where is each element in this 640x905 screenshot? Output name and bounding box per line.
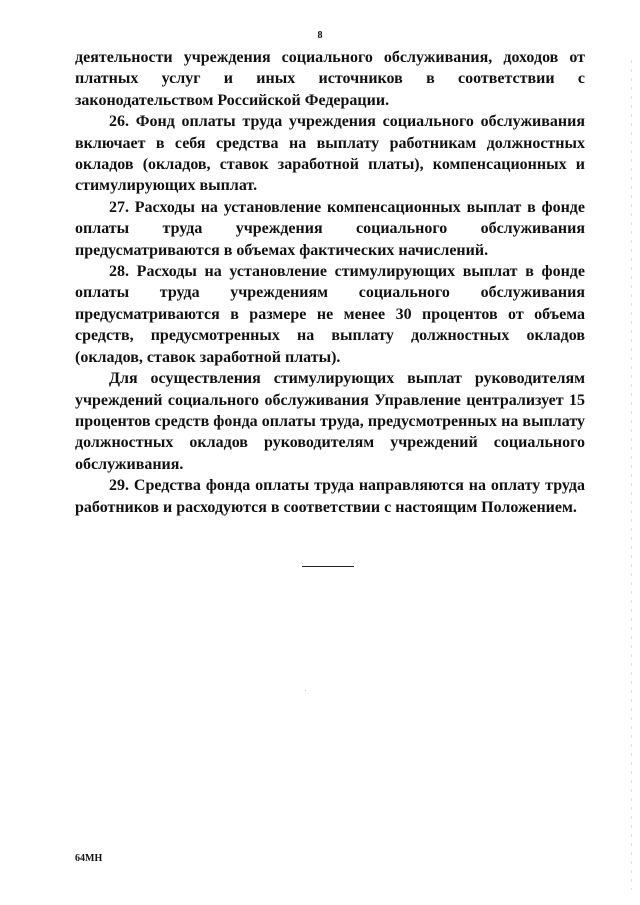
paragraph-28: 28. Расходы на установление стимулирующих выплат в фонде оплаты труда учреждениям социального обслуживания предусматриваются в размере не менее 30 процентов от объема средств, предусмотренных на выплату должностных окладов (окладов, ставок заработной платы). <box>75 263 585 366</box>
scan-artifact-dot <box>305 690 306 691</box>
scan-edge-artifact <box>631 60 632 890</box>
end-divider-line <box>302 566 354 567</box>
paragraph-continuation: деятельности учреждения социального обслуживания, доходов от платных услуг и иных источников в соответствии с законодательством Российской Федерации. <box>75 49 585 109</box>
paragraph-26: 26. Фонд оплаты труда учреждения социального обслуживания включает в себя средства на выплату работникам должностных окладов (окладов, ставок заработной платы), компенсационных и стимулирующих выплат. <box>75 113 585 195</box>
page-number: 8 <box>317 30 323 41</box>
paragraph-27: 27. Расходы на установление компенсационных выплат в фонде оплаты труда учреждения социального обслуживания предусматриваются в объемах фактических начислений. <box>75 198 585 259</box>
document-body <box>75 47 585 518</box>
paragraph-29: 29. Средства фонда оплаты труда направляются на оплату труда работников и расходуются в соответствии с настоящим Положением. <box>75 477 585 516</box>
paragraph-28-continued: Для осуществления стимулирующих выплат руководителям учреждений социального обслуживания Управление централизует 15 процентов средств фонда оплаты труда, предусмотренных на выплату должностных окладов руководителям учреждений социального обслуживания. <box>75 370 585 473</box>
footer-document-code: 64МН <box>75 853 103 864</box>
